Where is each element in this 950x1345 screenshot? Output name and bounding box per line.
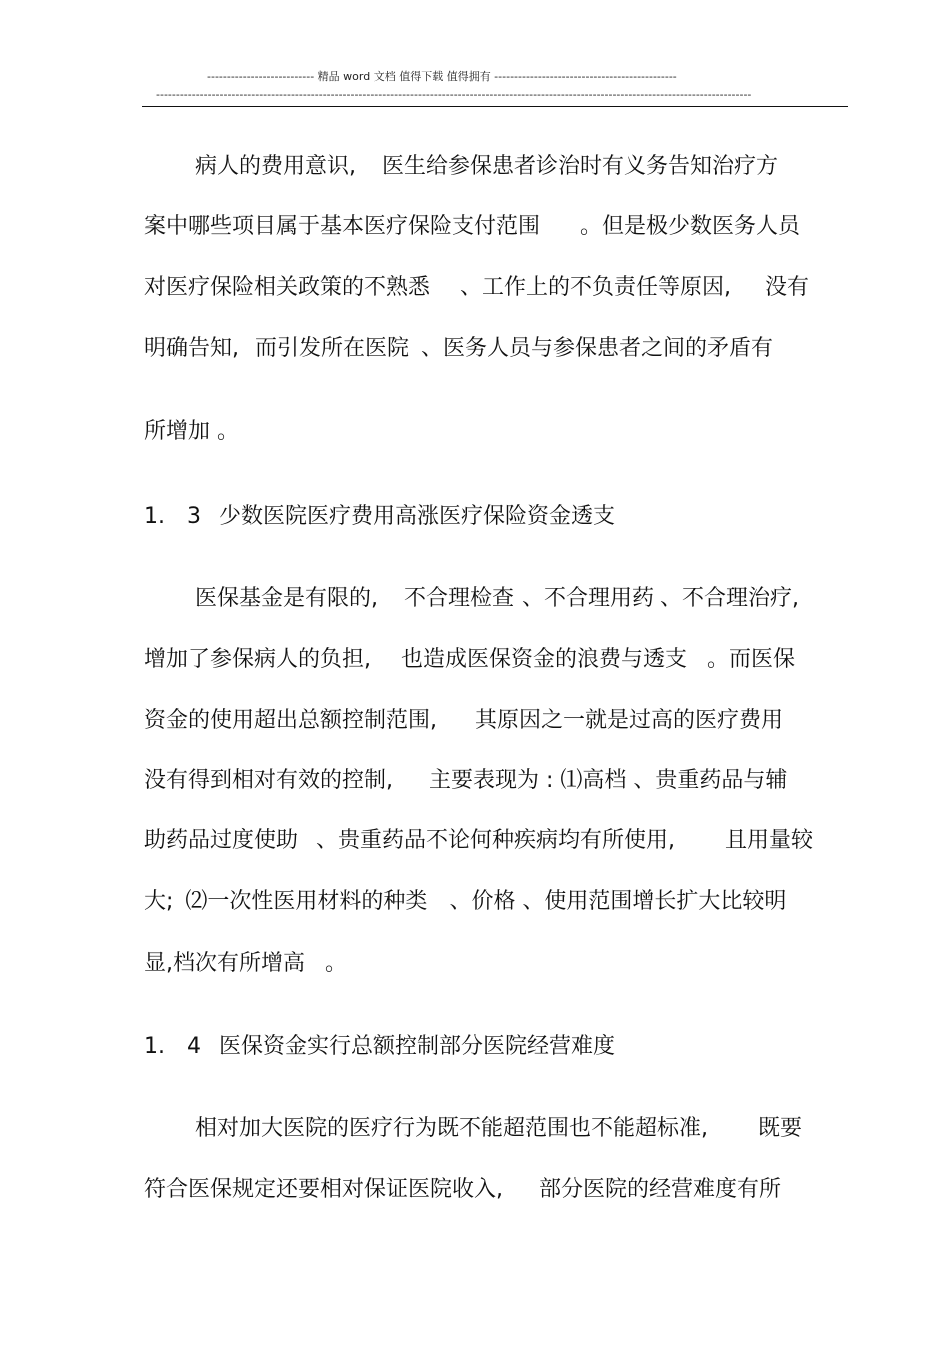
text-segment: 、医务人员与参保患者之间的矛盾有 [421, 336, 774, 361]
text-segment: 。但是极少数医务人员 [580, 214, 801, 239]
text-segment: 病人的费用意识, [195, 154, 356, 179]
paragraph-2-line-5 [144, 826, 813, 856]
page-header [0, 0, 950, 112]
header-dash-line: ------------------------------------------------------------------------------------------------------------------------------------------------------ [156, 89, 752, 101]
text-segment: 医生给参保患者诊治时有义务告知治疗方 [382, 154, 779, 179]
text-segment: 、不合理治疗, [660, 586, 800, 611]
text-segment: 没有 [765, 275, 810, 300]
paragraph-1-line-1 [195, 152, 778, 182]
text-segment: 既要 [758, 1116, 803, 1141]
text-segment: ⑵一次性医用材料的种类 [185, 889, 428, 914]
paragraph-2-line-2 [144, 645, 795, 675]
paragraph-3-line-2 [144, 1175, 781, 1205]
text-segment: 资金的使用超出总额控制范围, [144, 708, 437, 733]
paragraph-1-line-5: 所增加 。 [144, 419, 239, 444]
text-segment: 大; [144, 889, 174, 914]
paragraph-2-line-3 [144, 706, 783, 736]
paragraph-1-line-3 [144, 273, 809, 303]
text-segment: 符合医保规定还要相对保证医院收入, [144, 1177, 503, 1202]
paragraph-1-line-4 [144, 334, 773, 364]
text-segment: 医保基金是有限的, [195, 586, 378, 611]
section-heading-1-4 [144, 1032, 615, 1062]
text-segment: 不合理检查 [404, 586, 515, 611]
text-segment: 也造成医保资金的浪费与透支 [401, 647, 688, 672]
text-segment: 其原因之一就是过高的医疗费用 [475, 708, 784, 733]
paragraph-2-line-4 [144, 766, 787, 796]
text-segment: 助药品过度使助 [144, 828, 299, 853]
text-segment: 且用量较 [725, 828, 814, 853]
paragraph-1-line-2 [144, 212, 800, 242]
text-segment: 相对加大医院的医疗行为既不能超范围也不能超标准, [195, 1116, 708, 1141]
heading-subnumber: 4 [187, 1034, 201, 1059]
paragraph-3-line-1 [195, 1114, 802, 1144]
text-segment: 没有得到相对有效的控制, [144, 768, 393, 793]
text-segment: 。 [325, 951, 348, 976]
section-heading-1-3 [144, 502, 615, 532]
heading-subnumber: 3 [187, 504, 201, 529]
text-segment: 明确告知, [144, 336, 239, 361]
text-segment: 而引发所在医院 [255, 336, 410, 361]
text-segment: 对医疗保险相关政策的不熟悉 [144, 275, 431, 300]
text-segment: 。而医保 [707, 647, 796, 672]
heading-number: 1. [144, 1034, 165, 1059]
text-segment: 、工作上的不负责任等原因, [460, 275, 732, 300]
text-segment: 主要表现为 : ⑴高档 、贵重药品与辅 [429, 768, 788, 793]
text-segment: 、不合理用药 [522, 586, 655, 611]
paragraph-2-line-1 [195, 584, 799, 614]
paragraph-2-line-6 [144, 887, 786, 917]
text-segment: 部分医院的经营难度有所 [539, 1177, 782, 1202]
heading-title: 医保资金实行总额控制部分医院经营难度 [219, 1034, 616, 1059]
text-segment: 、贵重药品不论何种疾病均有所使用, [316, 828, 676, 853]
text-segment: 、价格 、使用范围增长扩大比较明 [449, 889, 787, 914]
text-segment: 显,档次有所增高 [144, 951, 305, 976]
paragraph-2-line-7 [144, 949, 347, 979]
header-rule [142, 106, 848, 107]
heading-number: 1. [144, 504, 165, 529]
header-watermark-text: --------------------------- 精品 word 文档 值得下载 值得拥有 ---------------------------------------------- [207, 70, 677, 83]
heading-title: 少数医院医疗费用高涨医疗保险资金透支 [219, 504, 616, 529]
text-segment: 增加了参保病人的负担, [144, 647, 371, 672]
text-segment: 案中哪些项目属于基本医疗保险支付范围 [144, 214, 541, 239]
